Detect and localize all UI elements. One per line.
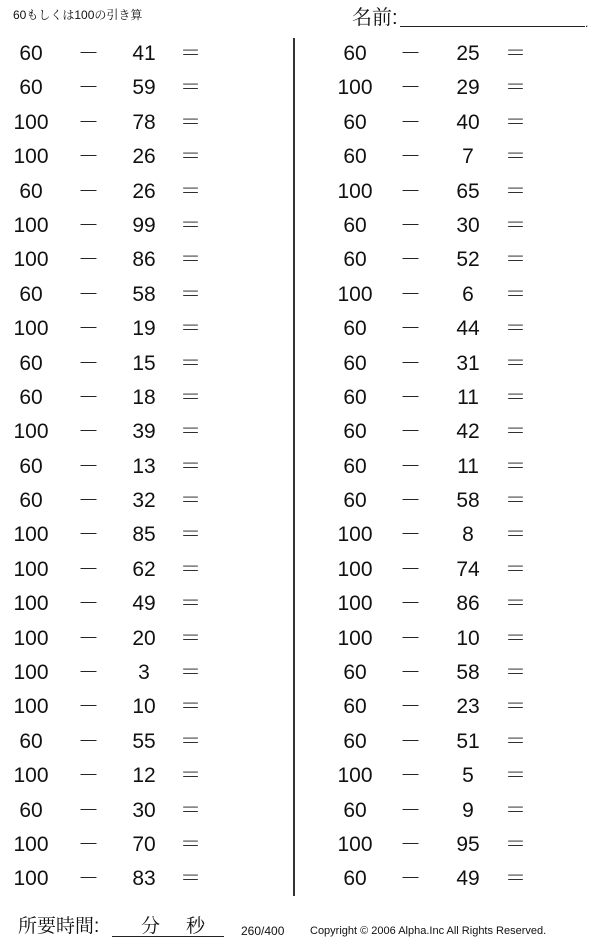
minus-sign: － (400, 282, 421, 306)
subtrahend: 32 (132, 489, 156, 513)
minus-sign: － (78, 867, 99, 891)
time-taken-label: 所要時間: (18, 916, 100, 937)
copyright-notice: Copyright © 2006 Alpha.Inc All Rights Reserved. (310, 925, 547, 937)
problem-row (0, 587, 300, 621)
problem-row (0, 312, 300, 346)
problem-row (300, 828, 600, 862)
minuend: 100 (13, 248, 49, 272)
minus-sign: － (400, 867, 421, 891)
problem-row (300, 415, 600, 449)
minus-sign: － (78, 454, 99, 478)
equals-sign: ＝ (505, 798, 526, 822)
minuend: 60 (343, 695, 367, 719)
subtrahend: 31 (456, 351, 480, 375)
equals-sign: ＝ (180, 867, 201, 891)
minus-sign: － (78, 76, 99, 100)
problem-row (0, 656, 300, 690)
seconds-label: 秒 (186, 916, 206, 937)
minus-sign: － (78, 695, 99, 719)
problem-row (300, 381, 600, 415)
equals-sign: ＝ (180, 42, 201, 65)
minuend: 60 (343, 213, 367, 237)
minuend: 100 (13, 661, 49, 685)
problem-row (0, 862, 300, 896)
minuend: 100 (13, 213, 49, 237)
problem-row (300, 622, 600, 656)
equals-sign: ＝ (505, 42, 526, 65)
equals-sign: ＝ (505, 248, 526, 272)
problem-row (0, 106, 300, 140)
subtrahend: 18 (132, 385, 156, 409)
subtrahend: 10 (132, 695, 156, 719)
minuend: 60 (343, 145, 367, 169)
equals-sign: ＝ (180, 557, 201, 581)
problem-row (0, 381, 300, 415)
minuend: 100 (337, 832, 373, 856)
problem-row (300, 140, 600, 174)
minus-sign: － (400, 798, 421, 822)
minuend: 100 (13, 592, 49, 616)
equals-sign: ＝ (180, 351, 201, 375)
minuend: 60 (19, 385, 43, 409)
subtrahend: 86 (132, 248, 156, 272)
minus-sign: － (78, 282, 99, 306)
equals-sign: ＝ (180, 695, 201, 719)
equals-sign: ＝ (180, 661, 201, 685)
minus-sign: － (400, 179, 421, 203)
problem-row (300, 587, 600, 621)
minuend: 100 (337, 282, 373, 306)
minuend: 60 (19, 42, 43, 65)
problem-row (300, 862, 600, 896)
minuend: 100 (337, 592, 373, 616)
problem-row (0, 37, 300, 71)
minus-sign: － (400, 76, 421, 100)
subtrahend: 11 (457, 454, 479, 478)
subtrahend: 8 (462, 523, 474, 547)
minus-sign: － (78, 764, 99, 788)
problem-row (0, 794, 300, 828)
problem-row (0, 71, 300, 105)
minus-sign: － (78, 145, 99, 169)
equals-sign: ＝ (180, 523, 201, 547)
minus-sign: － (78, 385, 99, 409)
subtrahend: 58 (456, 661, 480, 685)
minus-sign: － (400, 695, 421, 719)
subtrahend: 41 (132, 42, 156, 65)
minuend: 100 (13, 110, 49, 134)
minus-sign: － (400, 213, 421, 237)
subtrahend: 10 (456, 626, 480, 650)
minus-sign: － (78, 832, 99, 856)
problem-row (0, 725, 300, 759)
minuend: 60 (19, 454, 43, 478)
subtrahend: 59 (132, 76, 156, 100)
minuend: 60 (19, 76, 43, 100)
subtrahend: 20 (132, 626, 156, 650)
minus-sign: － (400, 489, 421, 513)
minuend: 60 (19, 282, 43, 306)
equals-sign: ＝ (505, 592, 526, 616)
name-line (400, 26, 585, 27)
problem-row (300, 690, 600, 724)
minus-sign: － (78, 42, 99, 65)
problem-row (0, 140, 300, 174)
equals-sign: ＝ (505, 420, 526, 444)
problem-row (0, 518, 300, 552)
minuend: 100 (13, 145, 49, 169)
problem-row (0, 175, 300, 209)
subtrahend: 12 (132, 764, 156, 788)
subtrahend: 19 (132, 317, 156, 341)
problem-row (300, 794, 600, 828)
subtrahend: 49 (456, 867, 480, 891)
minus-sign: － (400, 454, 421, 478)
minuend: 100 (337, 557, 373, 581)
equals-sign: ＝ (505, 282, 526, 306)
minus-sign: － (400, 523, 421, 547)
problem-row (300, 175, 600, 209)
problem-row (300, 278, 600, 312)
subtrahend: 40 (456, 110, 480, 134)
problem-column-left (0, 37, 300, 897)
problem-row (300, 725, 600, 759)
minuend: 60 (343, 867, 367, 891)
equals-sign: ＝ (180, 76, 201, 100)
subtrahend: 3 (138, 661, 150, 685)
equals-sign: ＝ (180, 832, 201, 856)
subtrahend: 11 (457, 385, 479, 409)
problem-row (300, 656, 600, 690)
minuend: 100 (13, 626, 49, 650)
minus-sign: － (400, 832, 421, 856)
minus-sign: － (400, 764, 421, 788)
minuend: 60 (19, 798, 43, 822)
minuend: 100 (13, 317, 49, 341)
equals-sign: ＝ (505, 764, 526, 788)
equals-sign: ＝ (180, 454, 201, 478)
equals-sign: ＝ (505, 661, 526, 685)
equals-sign: ＝ (505, 145, 526, 169)
minuend: 100 (337, 179, 373, 203)
problem-row (0, 553, 300, 587)
minus-sign: － (400, 317, 421, 341)
problem-row (300, 759, 600, 793)
problem-row (300, 484, 600, 518)
problem-row (300, 106, 600, 140)
subtrahend: 51 (456, 729, 480, 753)
equals-sign: ＝ (505, 557, 526, 581)
equals-sign: ＝ (505, 110, 526, 134)
equals-sign: ＝ (180, 592, 201, 616)
minuend: 60 (343, 42, 367, 65)
equals-sign: ＝ (180, 248, 201, 272)
name-line-end: . (585, 16, 589, 30)
name-label: 名前: (352, 7, 398, 29)
subtrahend: 78 (132, 110, 156, 134)
subtrahend: 29 (456, 76, 480, 100)
minus-sign: － (400, 351, 421, 375)
problem-row (0, 690, 300, 724)
equals-sign: ＝ (180, 179, 201, 203)
minus-sign: － (400, 729, 421, 753)
minus-sign: － (400, 145, 421, 169)
equals-sign: ＝ (180, 282, 201, 306)
problem-row (0, 415, 300, 449)
minuend: 100 (13, 420, 49, 444)
problem-row (0, 243, 300, 277)
minus-sign: － (400, 557, 421, 581)
minus-sign: － (78, 626, 99, 650)
minus-sign: － (400, 626, 421, 650)
minus-sign: － (78, 489, 99, 513)
subtrahend: 52 (456, 248, 480, 272)
equals-sign: ＝ (505, 832, 526, 856)
equals-sign: ＝ (505, 626, 526, 650)
minus-sign: － (400, 420, 421, 444)
subtrahend: 85 (132, 523, 156, 547)
subtrahend: 26 (132, 179, 156, 203)
minus-sign: － (78, 557, 99, 581)
minuend: 60 (343, 661, 367, 685)
problem-column-right (300, 37, 600, 897)
problem-row (0, 622, 300, 656)
minuend: 100 (13, 867, 49, 891)
minus-sign: － (78, 351, 99, 375)
minus-sign: － (78, 317, 99, 341)
subtrahend: 13 (132, 454, 156, 478)
subtrahend: 6 (462, 282, 474, 306)
worksheet-title: 60もしくは100の引き算 (13, 8, 143, 22)
minuend: 100 (13, 764, 49, 788)
subtrahend: 95 (456, 832, 480, 856)
equals-sign: ＝ (505, 867, 526, 891)
minus-sign: － (78, 798, 99, 822)
problem-row (300, 450, 600, 484)
time-taken-line (112, 936, 224, 937)
problem-row (300, 209, 600, 243)
equals-sign: ＝ (505, 317, 526, 341)
minuend: 60 (19, 351, 43, 375)
minus-sign: － (400, 661, 421, 685)
subtrahend: 39 (132, 420, 156, 444)
subtrahend: 42 (456, 420, 480, 444)
minus-sign: － (78, 248, 99, 272)
minuend: 100 (337, 523, 373, 547)
minuend: 60 (19, 489, 43, 513)
equals-sign: ＝ (180, 489, 201, 513)
equals-sign: ＝ (505, 179, 526, 203)
page-counter: 260/400 (241, 924, 285, 938)
equals-sign: ＝ (505, 523, 526, 547)
subtrahend: 58 (456, 489, 480, 513)
minuend: 60 (19, 179, 43, 203)
equals-sign: ＝ (180, 385, 201, 409)
minuend: 60 (343, 489, 367, 513)
problem-row (0, 347, 300, 381)
equals-sign: ＝ (505, 695, 526, 719)
equals-sign: ＝ (505, 489, 526, 513)
problem-row (300, 553, 600, 587)
minus-sign: － (78, 592, 99, 616)
subtrahend: 58 (132, 282, 156, 306)
problem-row (300, 347, 600, 381)
minus-sign: － (78, 523, 99, 547)
name-area (352, 6, 592, 30)
subtrahend: 30 (456, 213, 480, 237)
minus-sign: － (78, 661, 99, 685)
minuend: 100 (337, 76, 373, 100)
minuend: 100 (13, 557, 49, 581)
problem-row (0, 278, 300, 312)
subtrahend: 9 (462, 798, 474, 822)
problem-row (0, 828, 300, 862)
equals-sign: ＝ (180, 145, 201, 169)
minus-sign: － (400, 110, 421, 134)
equals-sign: ＝ (505, 76, 526, 100)
minuend: 60 (343, 420, 367, 444)
minus-sign: － (400, 385, 421, 409)
equals-sign: ＝ (505, 351, 526, 375)
minuend: 60 (343, 729, 367, 753)
minus-sign: － (78, 213, 99, 237)
subtrahend: 44 (456, 317, 480, 341)
subtrahend: 49 (132, 592, 156, 616)
subtrahend: 26 (132, 145, 156, 169)
minutes-label: 分 (141, 916, 161, 937)
equals-sign: ＝ (180, 110, 201, 134)
minuend: 60 (343, 454, 367, 478)
equals-sign: ＝ (180, 626, 201, 650)
minuend: 60 (343, 317, 367, 341)
minuend: 60 (343, 798, 367, 822)
subtrahend: 15 (132, 351, 156, 375)
minuend: 60 (19, 729, 43, 753)
subtrahend: 99 (132, 213, 156, 237)
minus-sign: － (400, 592, 421, 616)
problem-row (0, 450, 300, 484)
problem-row (0, 759, 300, 793)
minuend: 60 (343, 110, 367, 134)
subtrahend: 25 (456, 42, 480, 65)
subtrahend: 5 (462, 764, 474, 788)
subtrahend: 83 (132, 867, 156, 891)
equals-sign: ＝ (505, 385, 526, 409)
equals-sign: ＝ (505, 729, 526, 753)
problem-row (300, 37, 600, 71)
problem-row (300, 71, 600, 105)
problem-row (300, 312, 600, 346)
minus-sign: － (78, 420, 99, 444)
minus-sign: － (78, 179, 99, 203)
minuend: 60 (343, 351, 367, 375)
minus-sign: － (78, 729, 99, 753)
minuend: 100 (13, 832, 49, 856)
minus-sign: － (78, 110, 99, 134)
subtrahend: 65 (456, 179, 480, 203)
subtrahend: 86 (456, 592, 480, 616)
minuend: 60 (343, 248, 367, 272)
equals-sign: ＝ (180, 317, 201, 341)
subtrahend: 55 (132, 729, 156, 753)
equals-sign: ＝ (180, 213, 201, 237)
minuend: 60 (343, 385, 367, 409)
minuend: 100 (337, 764, 373, 788)
problem-row (300, 243, 600, 277)
subtrahend: 62 (132, 557, 156, 581)
minuend: 100 (337, 626, 373, 650)
equals-sign: ＝ (180, 420, 201, 444)
subtrahend: 70 (132, 832, 156, 856)
equals-sign: ＝ (505, 213, 526, 237)
minuend: 100 (13, 523, 49, 547)
subtrahend: 23 (456, 695, 480, 719)
subtrahend: 30 (132, 798, 156, 822)
equals-sign: ＝ (180, 729, 201, 753)
equals-sign: ＝ (180, 764, 201, 788)
minuend: 100 (13, 695, 49, 719)
equals-sign: ＝ (180, 798, 201, 822)
minus-sign: － (400, 248, 421, 272)
subtrahend: 74 (456, 557, 480, 581)
problem-row (0, 209, 300, 243)
minus-sign: － (400, 42, 421, 65)
subtrahend: 7 (462, 145, 474, 169)
equals-sign: ＝ (505, 454, 526, 478)
problem-row (0, 484, 300, 518)
problem-row (300, 518, 600, 552)
